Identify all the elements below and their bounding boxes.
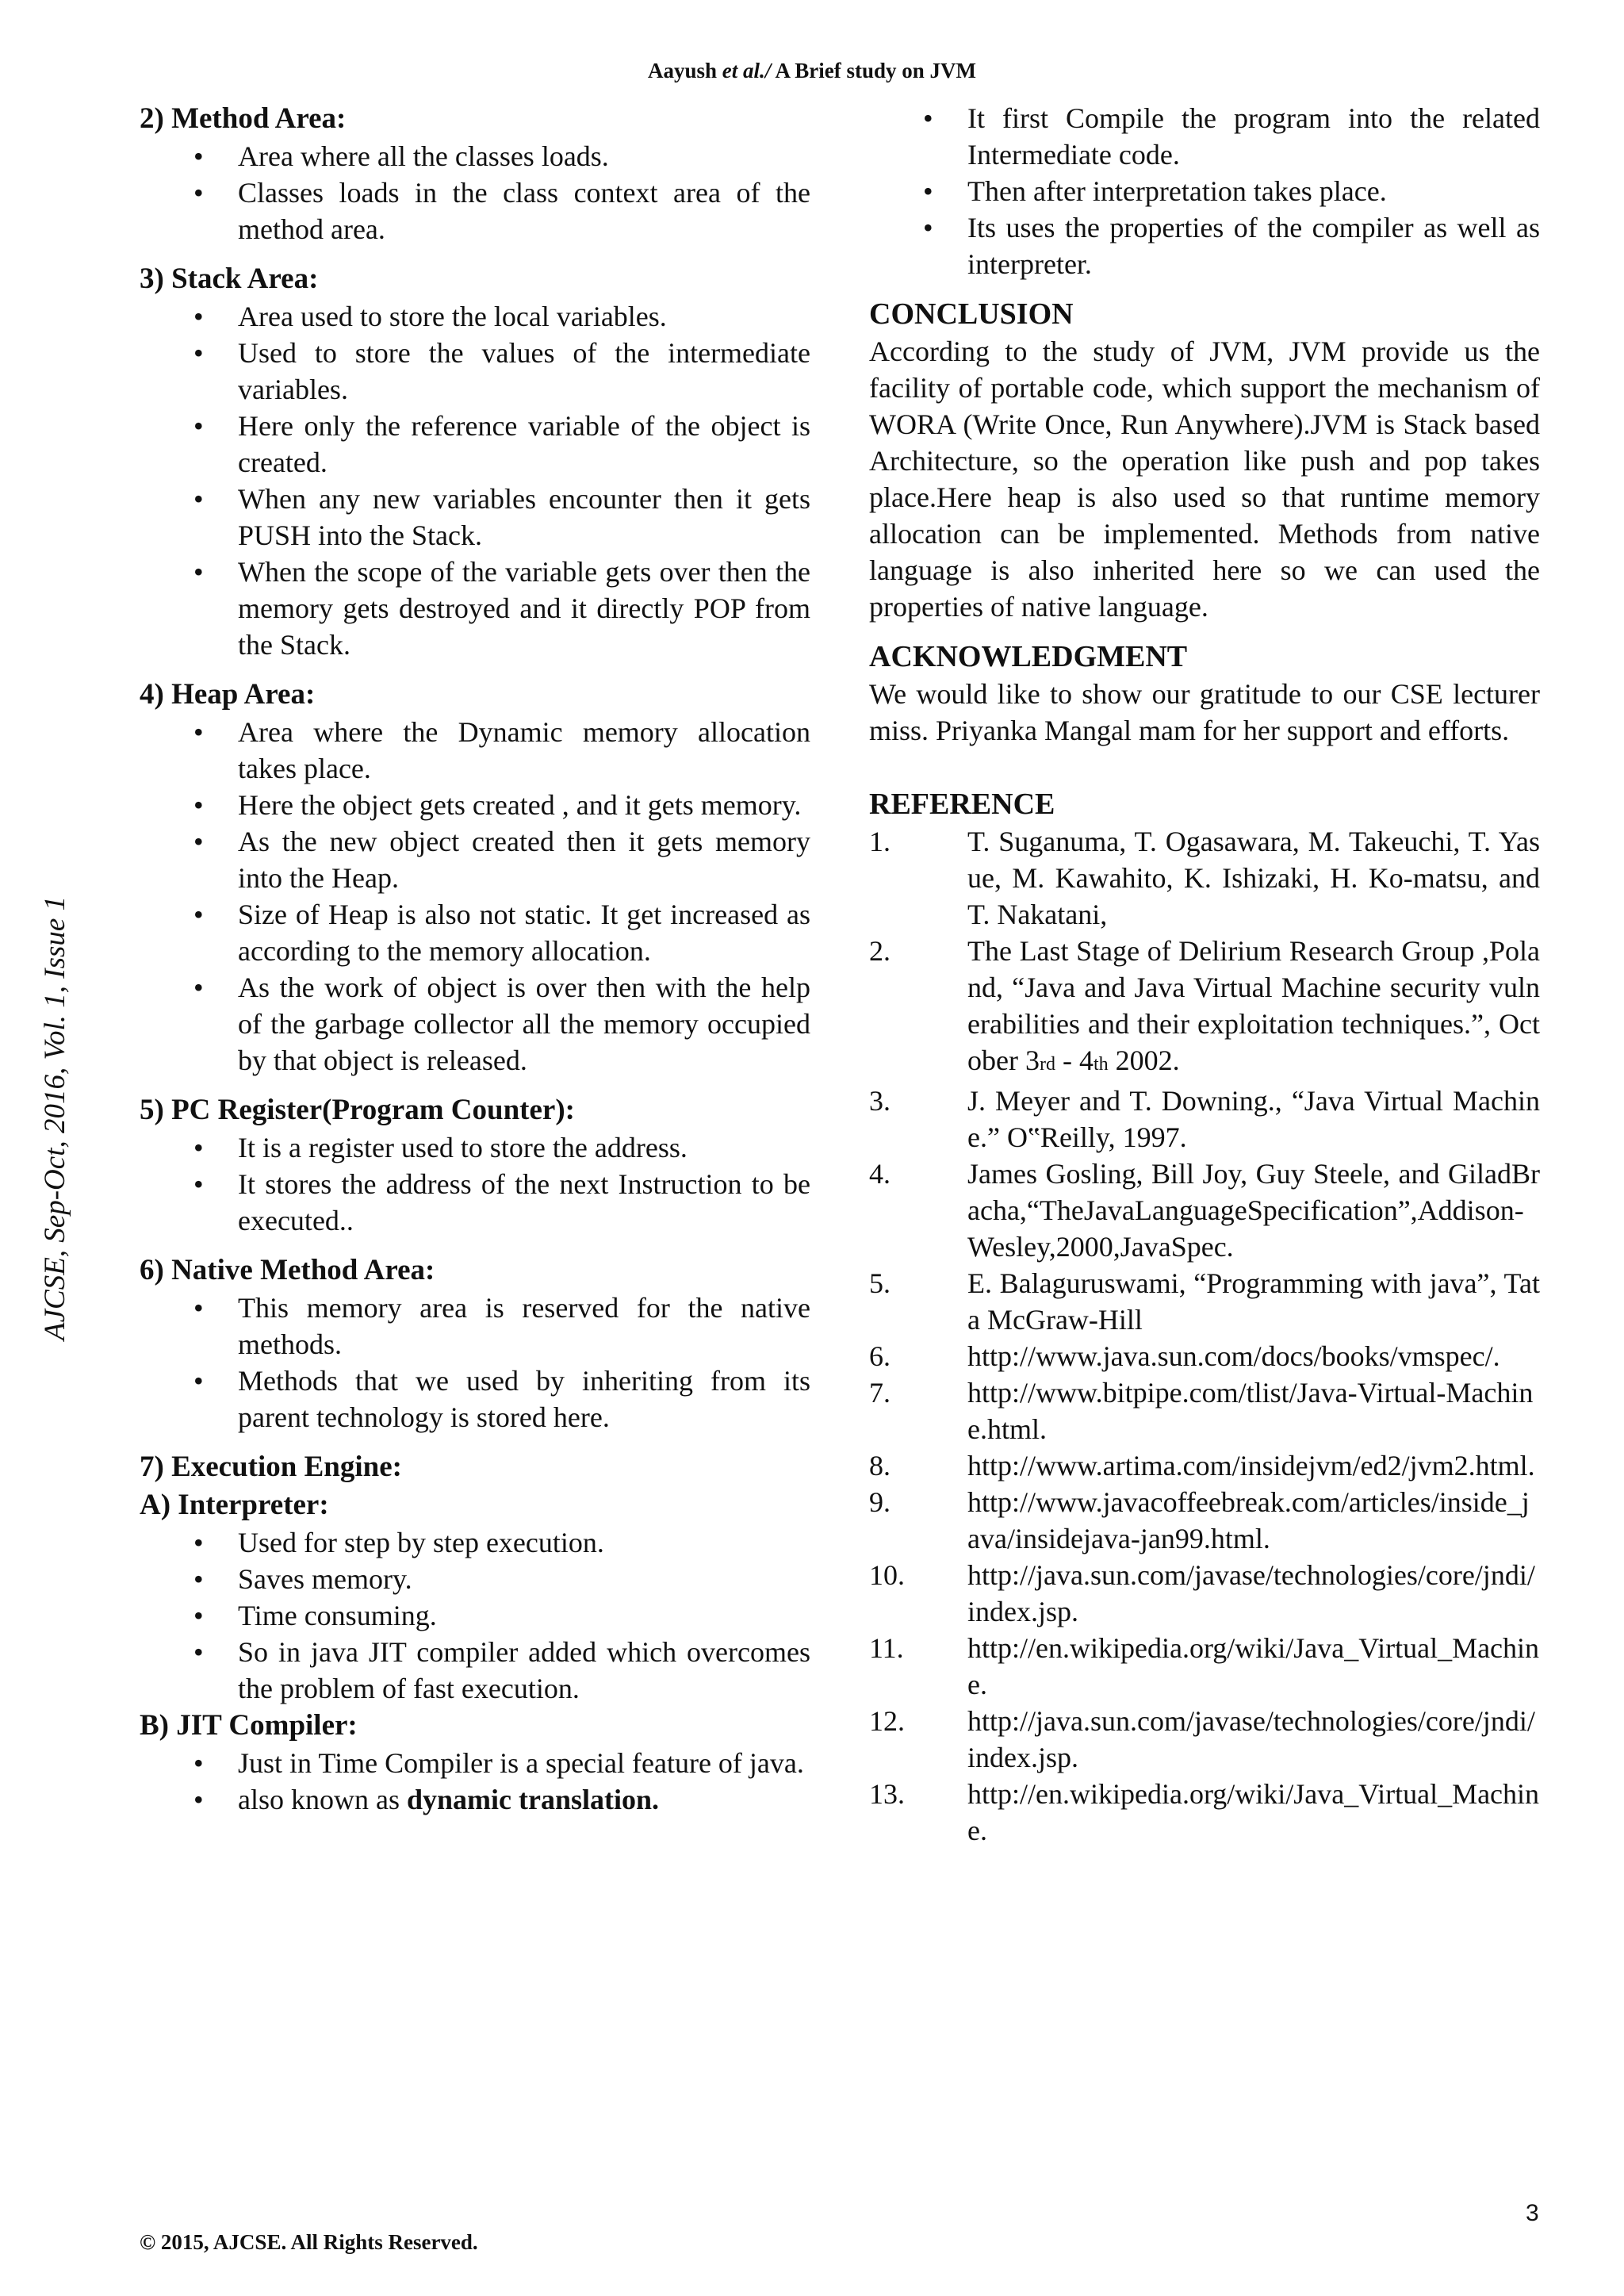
header-author: Aayush [647,59,717,82]
reference-text: http://java.sun.com/javase/technologies/core/jndi/index.jsp. [967,1705,1535,1773]
reference-number: 4. [869,1158,891,1190]
running-header [0,59,1624,83]
pc-register-heading: 5) PC Register(Program Counter): [140,1094,575,1126]
stack-area-heading: 3) Stack Area: [140,263,319,295]
left-column [140,100,810,1830]
reference-item [869,1265,1540,1338]
list-item: • Used to store the values of the intermediate variables. [140,335,810,408]
reference-item [869,1374,1540,1447]
reference-number: 2. [869,935,891,967]
list-item: • It stores the address of the next Instruction to be executed.. [140,1166,810,1239]
list-item: • Just in Time Compiler is a special feature of java. [140,1745,810,1781]
reference-item [869,823,1540,933]
acknowledgment-heading: ACKNOWLEDGMENT [869,640,1188,673]
reference-text: http://www.javacoffeebreak.com/articles/inside_java/insidejava-jan99.html. [967,1486,1530,1554]
conclusion-text: According to the study of JVM, JVM provide us the facility of portable code, which support the mechanism of WORA (Write Once, Run Anywhere).JVM is Stack based Architecture, so the operation like push and pop takes place.Here heap is also used so that runtime memory allocation can be implemented. Methods from native language is also inherited here so we can used the properties of native language. [869,335,1540,623]
stack-area-list [140,298,810,663]
list-item: • It first Compile the program into the related Intermediate code. [869,100,1540,173]
reference-item [869,1630,1540,1703]
native-method-heading: 6) Native Method Area: [140,1254,435,1286]
list-item: • Used for step by step execution. [140,1524,810,1561]
list-item: • Area used to store the local variables. [140,298,810,335]
pc-register-list [140,1129,810,1239]
page-number: 3 [1526,2200,1539,2226]
list-item: • Its uses the properties of the compiler as well as interpreter. [869,209,1540,282]
list-item: • Saves memory. [140,1561,810,1597]
reference-text: T. Suganuma, T. Ogasawara, M. Takeuchi, T. Yasue, M. Kawahito, K. Ishizaki, H. Ko-matsu, and T. Nakatani, [967,826,1540,930]
reference-item [869,1083,1540,1156]
reference-item [869,1338,1540,1374]
list-item: • Classes loads in the class context area of the method area. [140,174,810,247]
reference-number: 8. [869,1450,891,1481]
reference-item [869,1703,1540,1776]
list-item: • This memory area is reserved for the native methods. [140,1290,810,1363]
reference-number: 12. [869,1705,905,1737]
reference-text: J. Meyer and T. Downing., “Java Virtual Machine.” O‟Reilly, 1997. [967,1085,1540,1153]
list-item: • It is a register used to store the address. [140,1129,810,1166]
reference-text: E. Balaguruswami, “Programming with java”, Tata McGraw-Hill [967,1267,1540,1336]
list-item: • Then after interpretation takes place. [869,173,1540,209]
interpreter-list [140,1524,810,1707]
heap-area-list [140,714,810,1079]
jit-compiler-list [140,1745,810,1818]
reference-number: 10. [869,1559,905,1591]
journal-side-label: AJCSE, Sep-Oct, 2016, Vol. 1, Issue 1 [39,895,71,1340]
header-etal: et al./ [722,59,772,82]
list-item: • As the new object created then it gets memory into the Heap. [140,823,810,896]
list-item: • Here only the reference variable of the object is created. [140,408,810,481]
reference-text: 2002. [1108,1045,1180,1076]
jit-last-bold: dynamic translation. [406,1784,660,1815]
reference-item [869,1776,1540,1849]
reference-number: 11. [869,1632,904,1664]
reference-text: http://en.wikipedia.org/wiki/Java_Virtual_Machine. [967,1632,1540,1700]
heap-area-heading: 4) Heap Area: [140,678,316,711]
reference-item [869,1557,1540,1630]
acknowledgment-text: We would like to show our gratitude to our CSE lecturer miss. Priyanka Mangal mam for her support and efforts. [869,678,1540,746]
list-item: • As the work of object is over then with the help of the garbage collector all the memory occupied by that object is released. [140,969,810,1079]
reference-text: The Last Stage of Delirium Research Group ,Poland, “Java and Java Virtual Machine security vulnerabilities and their exploitation techniques.”, October 3 [967,935,1540,1076]
right-column [869,100,1540,1849]
reference-number: 9. [869,1486,891,1518]
reference-number: 1. [869,826,891,857]
reference-text: http://www.java.sun.com/docs/books/vmspec/. [967,1340,1500,1372]
reference-number: 13. [869,1778,905,1810]
reference-item [869,1484,1540,1557]
reference-number: 3. [869,1085,891,1117]
jit-compiler-list-continued [869,100,1540,282]
conclusion-heading: CONCLUSION [869,297,1074,331]
native-method-list [140,1290,810,1435]
reference-number: 5. [869,1267,891,1299]
method-area-list [140,138,810,247]
reference-text: http://java.sun.com/javase/technologies/core/jndi/index.jsp. [967,1559,1535,1627]
list-item: • Area where the Dynamic memory allocation takes place. [140,714,810,787]
reference-item [869,933,1540,1083]
footer-copyright: © 2015, AJCSE. All Rights Reserved. [140,2230,478,2254]
list-item: • Here the object gets created , and it gets memory. [140,787,810,823]
jit-last-prefix: also known as [238,1784,407,1815]
reference-item [869,1447,1540,1484]
list-item: • So in java JIT compiler added which overcomes the problem of fast execution. [140,1634,810,1707]
reference-text: - 4 [1055,1045,1094,1076]
reference-text: http://www.bitpipe.com/tlist/Java-Virtual-Machine.html. [967,1377,1534,1445]
reference-list [869,823,1540,1849]
reference-item [869,1156,1540,1265]
reference-heading: REFERENCE [869,788,1055,821]
list-item: • When the scope of the variable gets over then the memory gets destroyed and it directly POP from the Stack. [140,554,810,663]
reference-sup: th [1093,1054,1109,1075]
list-item: • When any new variables encounter then it gets PUSH into the Stack. [140,481,810,554]
list-item: • Size of Heap is also not static. It get increased as according to the memory allocation. [140,896,810,969]
interpreter-heading: A) Interpreter: [140,1489,329,1521]
reference-text: http://www.artima.com/insidejvm/ed2/jvm2.html. [967,1450,1535,1481]
list-item: • Methods that we used by inheriting from its parent technology is stored here. [140,1363,810,1435]
list-item: • Area where all the classes loads. [140,138,810,174]
execution-engine-heading: 7) Execution Engine: [140,1451,402,1483]
reference-number: 7. [869,1377,891,1409]
header-title: A Brief study on JVM [775,59,977,82]
reference-text: http://en.wikipedia.org/wiki/Java_Virtual_Machine. [967,1778,1540,1846]
jit-compiler-heading: B) JIT Compiler: [140,1709,358,1742]
reference-text: James Gosling, Bill Joy, Guy Steele, and GiladBracha,“TheJavaLanguageSpecification”,Addison-Wesley,2000,JavaSpec. [967,1158,1540,1263]
list-item: • Time consuming. [140,1597,810,1634]
reference-sup: rd [1039,1054,1055,1075]
list-item [140,1781,810,1818]
reference-number: 6. [869,1340,891,1372]
method-area-heading: 2) Method Area: [140,102,347,135]
